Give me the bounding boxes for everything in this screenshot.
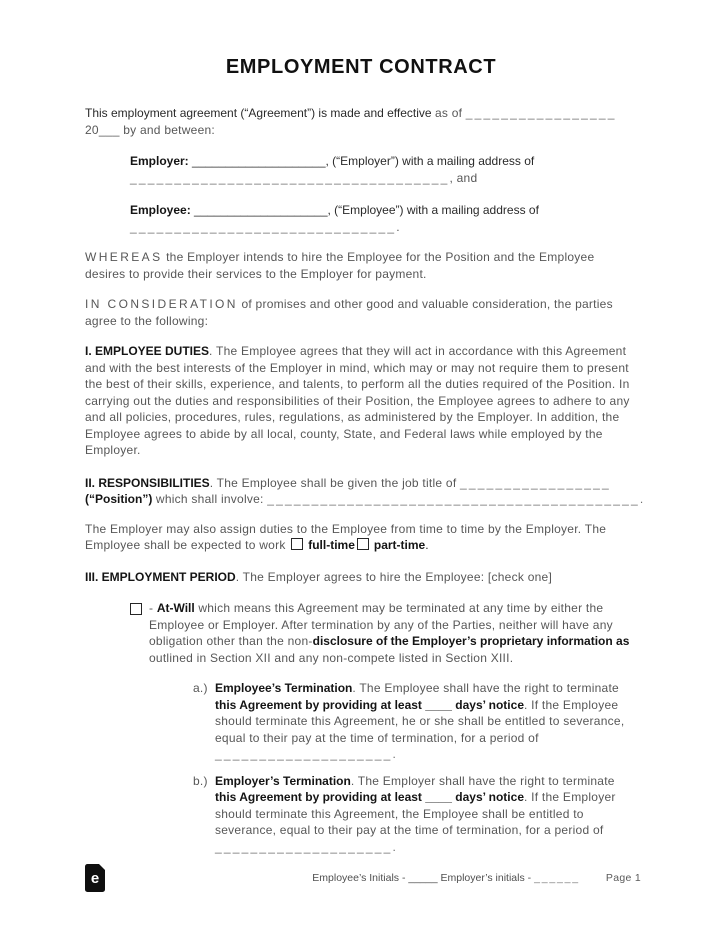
employer-initials-label: Employer’s initials -: [437, 871, 535, 884]
at-will-bold-text: disclosure of the Employer’s proprietary information as: [312, 634, 630, 648]
section-2-heading: II. RESPONSIBILITIES: [85, 475, 210, 490]
part-time-label: part-time: [373, 538, 426, 552]
at-will-dash: -: [149, 601, 157, 615]
item-b-text: [215, 773, 637, 856]
whereas-lead: WHEREAS: [85, 250, 163, 264]
section-3-body: . The Employer agrees to hire the Employee: [check one]: [235, 569, 553, 584]
item-a-period-blank[interactable]: ____________________.: [215, 747, 399, 761]
whereas-paragraph: [85, 249, 637, 282]
employer-mid-text: , (“Employer”) with a mailing address of: [325, 154, 535, 168]
employer-termination-item: [193, 773, 637, 856]
eforms-logo-icon: [85, 864, 105, 892]
full-time-label: full-time: [308, 538, 355, 552]
item-b-title: Employer’s Termination: [215, 773, 351, 788]
employee-label: Employee:: [130, 203, 191, 217]
item-a-title: Employee’s Termination: [215, 681, 353, 695]
sentence-period: .: [425, 538, 429, 552]
intro-lead: This employment agreement (“Agreement”) is made and effective: [85, 106, 435, 120]
page-title: EMPLOYMENT CONTRACT: [225, 56, 497, 78]
page-fold-icon: [99, 864, 105, 870]
effective-date-blank[interactable]: _________________: [465, 106, 617, 120]
employer-name-blank[interactable]: ____________________: [188, 154, 326, 168]
employee-tail-text: .: [396, 219, 400, 234]
employee-mid-text: , (“Employee”) with a mailing address of: [327, 203, 539, 217]
employee-termination-item: [193, 680, 637, 763]
item-a-body2: . If the Employee should terminate this Agreement, he or she shall be entitled to severance, equal to their pay at the time of termination, for a period of: [215, 697, 625, 745]
at-will-label: At-Will: [156, 601, 195, 615]
employer-tail-text: , and: [449, 170, 478, 185]
page-number: Page 1: [605, 871, 641, 884]
item-a-bold-text: this Agreement by providing at least ____ days’ notice: [215, 697, 524, 712]
job-title-blank[interactable]: _________________: [460, 475, 611, 490]
eforms-logo-letter: e: [90, 870, 100, 887]
initials-line: [312, 872, 580, 885]
at-will-option: [130, 600, 637, 666]
position-label: (“Position”): [85, 492, 153, 506]
employee-address-blank[interactable]: ______________________________: [130, 219, 397, 234]
employer-initials-blank[interactable]: ______: [534, 871, 580, 884]
section-1-employee-duties: [85, 343, 637, 459]
employer-block: [130, 153, 637, 186]
employer-label: Employer:: [130, 154, 189, 168]
employee-initials-blank[interactable]: _____: [408, 871, 438, 884]
item-b-period-blank[interactable]: ____________________.: [215, 839, 399, 854]
employer-address-blank[interactable]: ____________________________________: [130, 170, 450, 185]
section-1-heading: I. EMPLOYEE DUTIES: [85, 344, 210, 358]
section-3-employment-period: [85, 569, 637, 586]
involve-blank[interactable]: __________________________________________.: [267, 492, 646, 506]
consideration-body: of promises and other good and valuable consideration, the parties agree to the following:: [85, 297, 613, 328]
page-footer: [85, 864, 641, 892]
section-1-body: . The Employee agrees that they will act in accordance with this Agreement and with the best interests of the Employer in mind, which may or may not require them to present the best of their skills, experience, and talents, to perform all the duties required of the Position. In carrying out the duties and responsibilities of their Position, the Employee agrees to adhere to any and all policies, procedures, rules, regulations, as administered by the Employer. In addition, the Employee agrees to abide by all local, county, State, and Federal laws while employed by the Employer.: [85, 344, 630, 457]
item-a-marker: a.): [193, 681, 208, 695]
employee-name-blank[interactable]: ____________________: [190, 203, 328, 217]
intro-paragraph: [85, 105, 637, 138]
consideration-lead: IN CONSIDERATION: [85, 297, 238, 311]
section-2-responsibilities: [85, 475, 646, 508]
at-will-body1: which means this Agreement may be terminated at any time by either the Employee or Employer. After termination by any of the Parties, neither will have any obligation other than the non-: [149, 601, 613, 648]
section-2-body1: . The Employee shall be given the job title of: [209, 475, 461, 490]
item-b-body1: . The Employer shall have the right to terminate: [350, 773, 615, 788]
intro-tail: 20___ by and between:: [85, 122, 216, 137]
item-b-body2: . If the Employer should terminate this Agreement, the Employee shall be entitled to severance, equal to their pay at the time of termination, for a period of: [215, 790, 616, 837]
section-3-heading: III. EMPLOYMENT PERIOD: [85, 569, 236, 584]
at-will-body2: outlined in Section XII and any non-compete listed in Section XIII.: [149, 650, 514, 665]
item-a-text: [215, 680, 637, 763]
item-b-marker: b.): [193, 773, 208, 788]
intro-asof: as of: [434, 106, 466, 120]
at-will-checkbox[interactable]: [130, 603, 142, 615]
item-b-bold-text: this Agreement by providing at least ____ days’ notice: [215, 790, 524, 804]
item-a-body1: . The Employee shall have the right to terminate: [352, 681, 619, 695]
part-time-checkbox[interactable]: [357, 538, 369, 550]
at-will-text: [149, 600, 637, 666]
full-time-checkbox[interactable]: [291, 538, 303, 550]
section-2-body2: which shall involve:: [152, 492, 268, 506]
consideration-paragraph: [85, 296, 637, 329]
employee-block: [130, 202, 637, 235]
duties-assignment-paragraph: [85, 521, 637, 554]
whereas-body: the Employer intends to hire the Employee for the Position and the Employee desires to provide their services to the Employer for payment.: [85, 250, 595, 281]
duties-assignment-text: The Employer may also assign duties to the Employee from time to time by the Employer. The Employee shall be expected to work: [85, 521, 607, 552]
employee-initials-label: Employee’s Initials -: [312, 871, 409, 884]
